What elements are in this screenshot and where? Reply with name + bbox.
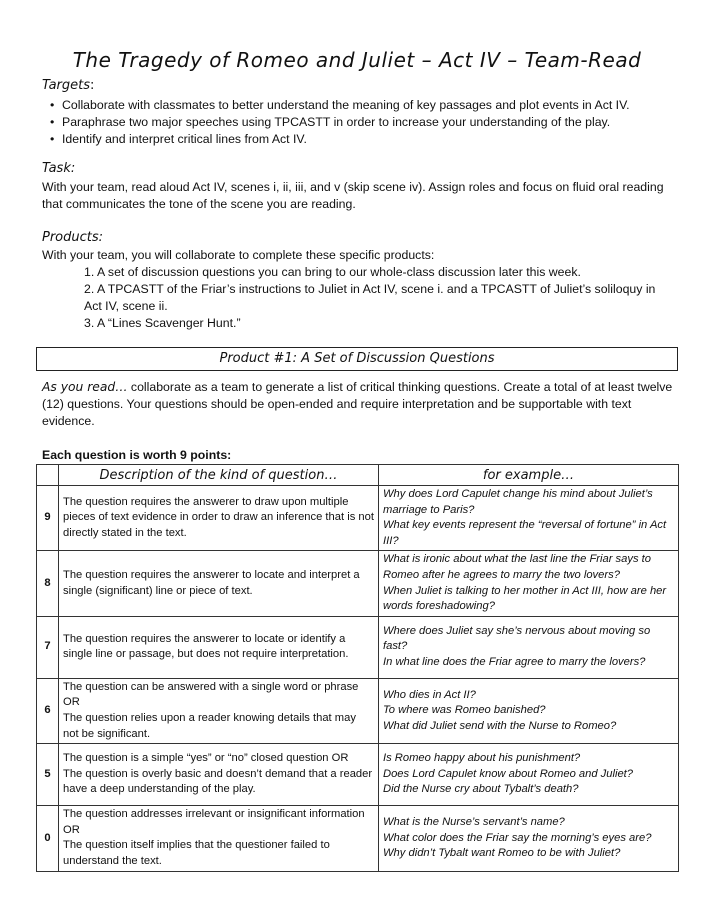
product-item: 3. A “Lines Scavenger Hunt.” [84, 316, 241, 330]
rubric-description-line: The question itself implies that the questioner failed to understand the text. [63, 839, 330, 867]
rubric-description [59, 486, 379, 551]
rubric-example-question: Who dies in Act II? [383, 688, 476, 701]
rubric-examples [379, 806, 679, 871]
targets-section [42, 97, 674, 148]
rubric-description-line: OR [63, 696, 80, 709]
rubric-row [37, 678, 679, 743]
rubric-header-description: Description of the kind of question… [59, 465, 379, 486]
target-item: • Identify and interpret critical lines from Act IV. [42, 131, 674, 148]
product-item: 1. A set of discussion questions you can bring to our whole-class discussion later this week. [84, 265, 581, 279]
targets-label [42, 78, 94, 93]
rubric-header-example: for example… [379, 465, 679, 486]
rubric-header-row [37, 465, 679, 486]
rubric-example-question: What key events represent the “reversal of fortune” in Act III? [383, 519, 667, 547]
rubric-points: 9 [37, 486, 59, 551]
rubric-examples [379, 678, 679, 743]
rubric-description-line: The question relies upon a reader knowing details that may not be significant. [63, 711, 356, 740]
task-text: With your team, read aloud Act IV, scenes i, ii, iii, and v (skip scene iv). Assign roles and focus on fluid oral reading that communicates the tone of the scene you are reading. [42, 180, 664, 211]
rubric-examples [379, 551, 679, 616]
rubric-example-question: Where does Juliet say she’s nervous about moving so fast? [383, 624, 651, 653]
rubric-example-question: Is Romeo happy about his punishment? [383, 752, 581, 765]
as-you-read-label: As you read… [42, 380, 128, 394]
target-item: • Collaborate with classmates to better understand the meaning of key passages and plot events in Act IV. [42, 97, 674, 114]
targets-list [42, 97, 674, 148]
rubric-description [59, 806, 379, 871]
product1-instructions [42, 379, 674, 430]
page-title: The Tragedy of Romeo and Juliet – Act IV – Team-Read [72, 48, 642, 72]
rubric-description-line: The question requires the answerer to locate or identify a single line or passage, but does not require interpretation. [63, 632, 349, 661]
rubric-examples [379, 616, 679, 678]
rubric-description [59, 616, 379, 678]
rubric-description-line: The question can be answered with a single word or phrase [63, 680, 359, 693]
products-label: Products: [42, 230, 104, 245]
rubric-body [37, 486, 679, 872]
rubric-header-points [37, 465, 59, 486]
rubric-row [37, 744, 679, 806]
rubric-points: 6 [37, 678, 59, 743]
rubric-example-question: Why didn’t Tybalt want Romeo to be with Juliet? [383, 847, 621, 860]
rubric-example-question: Did the Nurse cry about Tybalt’s death? [383, 783, 579, 796]
rubric-row [37, 616, 679, 678]
rubric-example-question: What is the Nurse’s servant’s name? [383, 815, 565, 828]
rubric-row [37, 806, 679, 871]
rubric-row [37, 551, 679, 616]
rubric-example-question: What color does the Friar say the morning’s eyes are? [383, 831, 652, 844]
rubric-example-question: Does Lord Capulet know about Romeo and Juliet? [383, 767, 634, 780]
rubric-description [59, 678, 379, 743]
product-item: 2. A TPCASTT of the Friar’s instructions to Juliet in Act IV, scene i. and a TPCASTT of Juliet’s soliloquy in Act IV, scene ii. [84, 282, 656, 313]
rubric-description-line: The question requires the answerer to locate and interpret a single (significant) line or piece of text. [63, 568, 360, 597]
rubric-example-question: To where was Romeo banished? [383, 704, 546, 717]
task-label: Task: [42, 161, 76, 176]
rubric-description-line: The question addresses irrelevant or insignificant information OR [63, 808, 365, 836]
products-section [42, 247, 674, 332]
target-item: • Paraphrase two major speeches using TPCASTT in order to increase your understanding of the play. [42, 114, 674, 131]
rubric-points: 0 [37, 806, 59, 871]
targets-colon: : [90, 78, 95, 93]
rubric-example-question: Why does Lord Capulet change his mind about Juliet’s marriage to Paris? [383, 488, 653, 516]
rubric-example-question: What is ironic about what the last line the Friar says to Romeo after he agrees to marry the two lovers? [383, 553, 651, 581]
rubric-description [59, 551, 379, 616]
rubric-description-line: The question requires the answerer to draw upon multiple pieces of text evidence in order to draw an inference that is not directly stated in the text. [63, 495, 374, 539]
rubric-points: 5 [37, 744, 59, 806]
products-intro: With your team, you will collaborate to complete these specific products: [42, 248, 435, 262]
rubric-description-line: The question is overly basic and doesn’t demand that a reader have a deep understanding of the play. [63, 767, 373, 796]
rubric-row [37, 486, 679, 551]
rubric-description-line: The question is a simple “yes” or “no” closed question OR [63, 752, 349, 765]
rubric-points: 7 [37, 616, 59, 678]
rubric-description [59, 744, 379, 806]
rubric-example-question: In what line does the Friar agree to marry the lovers? [383, 656, 646, 669]
worth-note: Each question is worth 9 points: [42, 448, 232, 462]
rubric-examples [379, 744, 679, 806]
rubric-table [36, 464, 679, 872]
rubric-examples [379, 486, 679, 551]
rubric-example-question: When Juliet is talking to her mother in Act III, how are her words foreshadowing? [383, 584, 667, 613]
targets-label-text: Targets [42, 78, 91, 93]
rubric-points: 8 [37, 551, 59, 616]
products-list [42, 264, 674, 332]
product1-heading: Product #1: A Set of Discussion Questions [36, 347, 678, 371]
rubric-example-question: What did Juliet send with the Nurse to Romeo? [383, 719, 617, 732]
product1-instructions-text: collaborate as a team to generate a list of critical thinking questions. Create a total of at least twelve (12) questions. Your questions should be open-ended and require interpretation and be supportable with text evidence. [42, 380, 673, 428]
